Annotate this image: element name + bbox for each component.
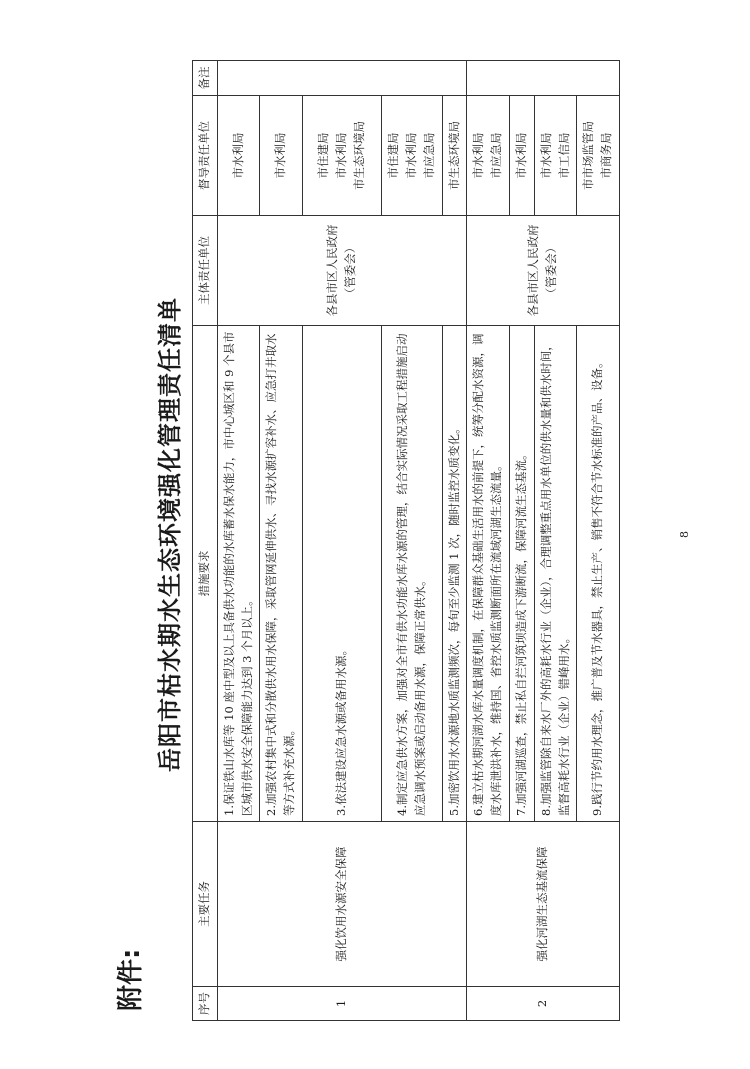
remark-cell bbox=[217, 61, 467, 96]
supervise-cell bbox=[467, 96, 510, 216]
header-remark: 备注 bbox=[193, 61, 218, 96]
measure-cell: 8.加强监管除自来水厂外的高耗水行业（企业），合理调整重点用水单位的供水量和供水时间，监督高耗水行业（企业）错峰用水。 bbox=[534, 326, 577, 822]
main-unit-cell: 各县市区人民政府（管委会） bbox=[467, 216, 620, 326]
measure-cell: 7.加强河湖巡查，禁止私自拦河筑坝造成下游断流，保障河流生态基流。 bbox=[509, 326, 534, 822]
measure-cell: 6.建立枯水期河湖水库水量调度机制，在保障群众基础生活用水的前提下，统筹分配水资源，调度水库泄洪补水，维持国、省控水质监测断面所在流域河湖生态流量。 bbox=[467, 326, 510, 822]
supervise-unit: 市商务局 bbox=[599, 132, 614, 179]
supervise-unit: 市工信局 bbox=[556, 132, 571, 179]
measure-cell: 5.加密饮用水水源地水质监测频次，每旬至少监测 1 次，随时监控水质变化。 bbox=[442, 326, 467, 822]
supervise-unit: 市生态环境局 bbox=[351, 121, 366, 190]
measure-cell: 2.加强农村集中式和分散供水用水保障，采取管网延伸供水、寻找水源扩容补水、应急打井取水等方式补充水源。 bbox=[260, 326, 303, 822]
responsibility-table bbox=[192, 60, 620, 1021]
supervise-unit: 市应急局 bbox=[421, 132, 436, 179]
header-task: 主要任务 bbox=[193, 822, 218, 987]
supervise-unit: 市应急局 bbox=[489, 132, 504, 179]
measure-cell: 3.依法建设应急水源或备用水源。 bbox=[303, 326, 382, 822]
header-measure: 措施要求 bbox=[193, 326, 218, 822]
measure-cell: 9.践行节约用水理念，推广普及节水器具，禁止生产、销售不符合节水标准的产品、设备。 bbox=[577, 326, 620, 822]
table-header-row bbox=[193, 61, 218, 1021]
supervise-unit: 市住建局 bbox=[316, 132, 331, 179]
supervise-cell bbox=[509, 96, 534, 216]
supervise-unit: 市水利局 bbox=[513, 132, 528, 179]
seq-cell: 1 bbox=[217, 987, 467, 1021]
remark-cell bbox=[467, 61, 620, 96]
supervise-cell bbox=[577, 96, 620, 216]
task-cell: 强化饮用水源安全保障 bbox=[217, 822, 467, 987]
supervise-unit: 市生态环境局 bbox=[446, 121, 461, 190]
supervise-unit: 市水利局 bbox=[230, 132, 245, 179]
seq-cell: 2 bbox=[467, 987, 620, 1021]
page-number: 8 bbox=[678, 531, 691, 538]
supervise-unit: 市水利局 bbox=[403, 132, 418, 179]
main-unit-cell: 各县市区人民政府（管委会） bbox=[217, 216, 467, 326]
header-supervise-unit: 督导责任单位 bbox=[193, 96, 218, 216]
supervise-unit: 市水利局 bbox=[334, 132, 349, 179]
table-row bbox=[217, 61, 260, 1021]
header-main-unit: 主体责任单位 bbox=[193, 216, 218, 326]
supervise-unit: 市水利局 bbox=[538, 132, 553, 179]
task-cell: 强化河湖生态基流保障 bbox=[467, 822, 620, 987]
supervise-cell bbox=[534, 96, 577, 216]
supervise-cell bbox=[303, 96, 382, 216]
attachment-label: 附件: bbox=[116, 948, 146, 1011]
measure-cell: 4.制定应急供水方案，加强对全市有供水功能水库水源的管理，结合实际情况采取工程措施启动应急调水预案或启动备用水源，保障正常供水。 bbox=[382, 326, 442, 822]
header-seq: 序号 bbox=[193, 987, 218, 1021]
supervise-cell bbox=[382, 96, 442, 216]
supervise-unit: 市市场监管局 bbox=[581, 121, 596, 190]
supervise-unit: 市住建局 bbox=[386, 132, 401, 179]
supervise-unit: 市水利局 bbox=[273, 132, 288, 179]
supervise-unit: 市水利局 bbox=[471, 132, 486, 179]
supervise-cell bbox=[442, 96, 467, 216]
table-row bbox=[467, 61, 510, 1021]
measure-cell: 1.保证铁山水库等 10 座中型及以上具备供水功能的水库蓄水保水能力，市中心城区和 9 个县市区城市供水安全保障能力达到 3 个月以上。 bbox=[217, 326, 260, 822]
supervise-cell bbox=[217, 96, 260, 216]
page-title: 岳阳市枯水期水生态环境强化管理责任清单 bbox=[156, 297, 184, 772]
supervise-cell bbox=[260, 96, 303, 216]
